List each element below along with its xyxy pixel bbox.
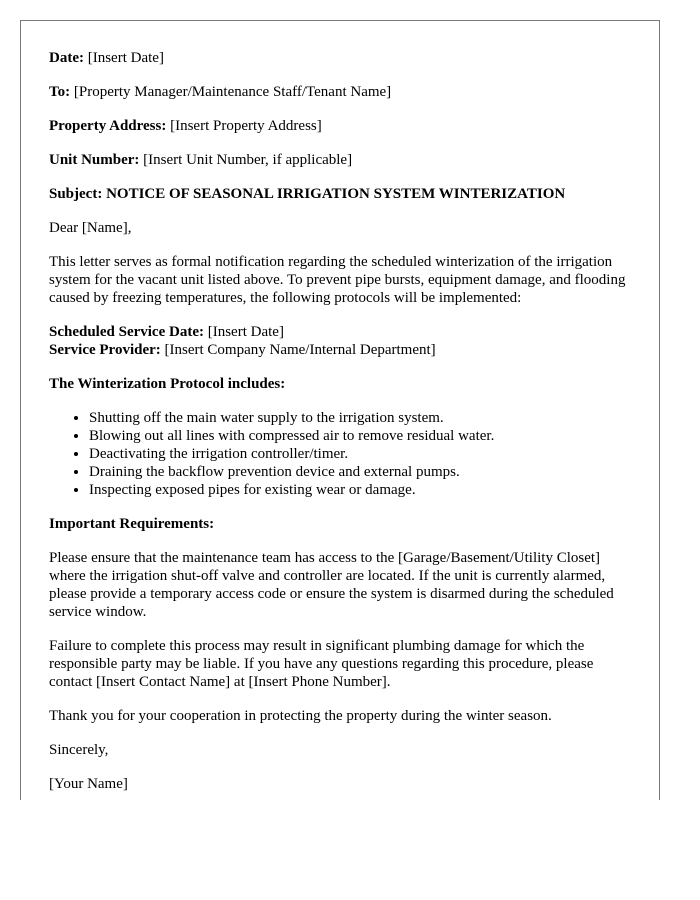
date-label: Date:: [49, 50, 84, 66]
unit-number-line: [49, 151, 637, 169]
to-line: [49, 83, 637, 101]
service-provider-value: [Insert Company Name/Internal Department]: [164, 342, 436, 358]
list-item: • Inspecting exposed pipes for existing wear or damage.: [89, 481, 637, 499]
salutation: Dear [Name],: [49, 220, 132, 236]
protocol-heading-text: The Winterization Protocol includes:: [49, 376, 286, 392]
property-address-label: Property Address:: [49, 118, 167, 134]
unit-number-value: [Insert Unit Number, if applicable]: [143, 152, 353, 168]
closing: Sincerely,: [49, 742, 109, 758]
subject-value: NOTICE OF SEASONAL IRRIGATION SYSTEM WINTERIZATION: [106, 186, 566, 202]
letter-content: [49, 49, 637, 800]
service-provider-label: Service Provider:: [49, 342, 161, 358]
date-value: [Insert Date]: [87, 50, 164, 66]
service-date-line: [49, 323, 637, 341]
to-label: To:: [49, 84, 71, 100]
requirements-heading-text: Important Requirements:: [49, 516, 215, 532]
subject-line: [49, 185, 637, 203]
date-line: [49, 49, 637, 67]
protocol-list: [49, 409, 637, 499]
intro-paragraph: This letter serves as formal notification regarding the scheduled winterization of the irrigation system for the vacant unit listed above. To prevent pipe bursts, equipment damage, and flooding caused by freezing temperatures, the following protocols will be implemented:: [49, 254, 626, 306]
service-provider-line: [49, 341, 637, 359]
requirements-paragraph: Please ensure that the maintenance team has access to the [Garage/Basement/Utility Closet] where the irrigation shut-off valve and controller are located. If the unit is currently alarmed, please provide a temporary access code or ensure the system is disarmed during the scheduled service window.: [49, 550, 614, 620]
thanks-paragraph: Thank you for your cooperation in protecting the property during the winter season.: [49, 708, 552, 724]
list-item: • Deactivating the irrigation controller/timer.: [89, 445, 637, 463]
service-date-label: Scheduled Service Date:: [49, 324, 204, 340]
subject-label: Subject:: [49, 186, 103, 202]
unit-number-label: Unit Number:: [49, 152, 140, 168]
list-item: • Draining the backflow prevention device and external pumps.: [89, 463, 637, 481]
protocol-heading: [49, 375, 637, 393]
property-address-line: [49, 117, 637, 135]
service-date-value: [Insert Date]: [207, 324, 284, 340]
liability-paragraph: Failure to complete this process may result in significant plumbing damage for which the responsible party may be liable. If you have any questions regarding this procedure, please contact [Insert Contact Name] at [Insert Phone Number].: [49, 638, 594, 690]
list-item: • Shutting off the main water supply to the irrigation system.: [89, 409, 637, 427]
signature: [Your Name]: [49, 776, 128, 792]
property-address-value: [Insert Property Address]: [170, 118, 322, 134]
list-item: • Blowing out all lines with compressed air to remove residual water.: [89, 427, 637, 445]
requirements-heading: [49, 515, 637, 533]
to-value: [Property Manager/Maintenance Staff/Tenant Name]: [73, 84, 392, 100]
letter-page: [20, 20, 660, 800]
